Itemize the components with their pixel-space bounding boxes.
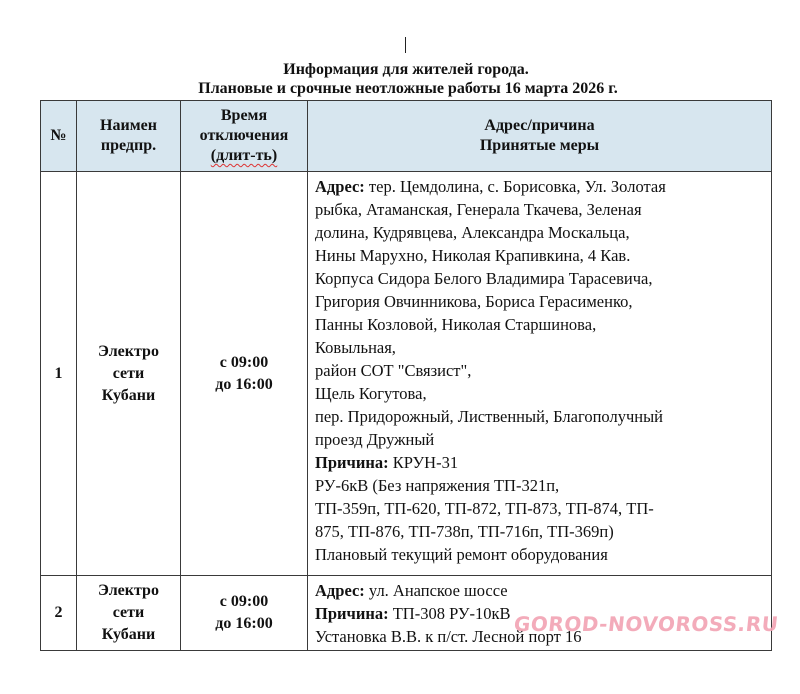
row-org: Электро сети Кубани	[77, 172, 181, 576]
row-org: Электро сети Кубани	[77, 576, 181, 651]
header-org: Наимен предпр.	[77, 101, 181, 172]
row-address: Адрес: ул. Анапское шоссе Причина: ТП-308 РУ-10кВ Установка В.В. к п/ст. Лесной порт 16	[308, 576, 772, 651]
row-num: 2	[41, 576, 77, 651]
text-cursor	[405, 37, 406, 53]
outage-table	[40, 100, 772, 651]
table-header-row	[41, 101, 772, 172]
row-time: с 09:00 до 16:00	[181, 576, 308, 651]
header-num: №	[41, 101, 77, 172]
row-address: Адрес: тер. Цемдолина, с. Борисовка, Ул. Золотая рыбка, Атаманская, Генерала Ткачева, Зеленая долина, Кудрявцева, Александра Москальца, Нины Марухно, Николая Крапивкина, 4 Кав. Корпуса Сидора Белого Владимира Тарасевича, Григория Овчинникова, Бориса Герасименко, Панны Козловой, Николая Старшинова, Ковыльная, район СОТ "Связист", Щель Когутова, пер. Придорожный, Лиственный, Благополучный проезд Дружный Причина: КРУН-31 РУ-6кВ (Без напряжения ТП-321п, ТП-359п, ТП-620, ТП-872, ТП-873, ТП-874, ТП- 875, ТП-876, ТП-738п, ТП-716п, ТП-369п) Плановый текущий ремонт оборудования	[308, 172, 772, 576]
header-address: Адрес/причина Принятые меры	[308, 101, 772, 172]
row-num: 1	[41, 172, 77, 576]
header-time: Время отключения (длит-ть)	[181, 101, 308, 172]
watermark: GOROD-NOVOROSS.RU	[512, 612, 780, 636]
document-title: Информация для жителей города.	[283, 61, 529, 78]
row-time: с 09:00 до 16:00	[181, 172, 308, 576]
table-row	[41, 172, 772, 576]
document-subtitle: Плановые и срочные неотложные работы 16 марта 2026 г.	[198, 80, 618, 97]
